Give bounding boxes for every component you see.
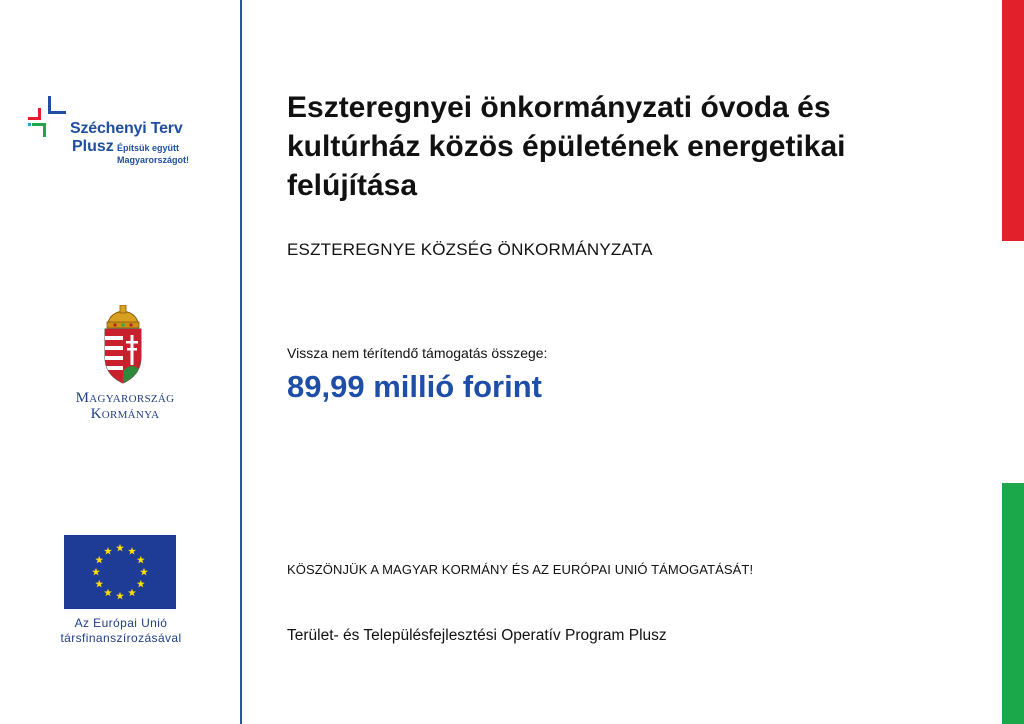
coat-of-arms-icon	[98, 305, 148, 385]
szechenyi-cross-icon	[28, 96, 72, 140]
eu-stars-icon	[64, 535, 176, 609]
eu-flag-icon	[64, 535, 176, 609]
eu-star-icon	[95, 580, 103, 588]
eu-star-icon	[95, 556, 103, 564]
program-name: Terület- és Településfejlesztési Operatív Program Plusz	[287, 627, 667, 644]
support-amount-value: 89,99 millió forint	[287, 369, 542, 404]
szechenyi-slogan: Építsük együtt Magyarországot!	[117, 143, 190, 165]
eu-star-icon	[140, 568, 148, 576]
eu-text-line1: Az Európai Unió	[74, 616, 168, 630]
government-name-line1: Magyarország	[75, 390, 175, 406]
szechenyi-title: Széchenyi Terv	[70, 120, 183, 137]
eu-star-icon	[104, 589, 112, 597]
szechenyi-terv-logo	[28, 96, 228, 176]
eu-star-icon	[92, 568, 100, 576]
support-amount-label: Vissza nem térítendő támogatás összege:	[287, 345, 548, 361]
szechenyi-plus: Plusz	[72, 138, 114, 155]
government-name	[50, 390, 200, 422]
flag-stripe-green	[1002, 483, 1024, 724]
magyarorszag-kormanya-logo	[50, 305, 200, 425]
eu-star-icon	[116, 544, 124, 552]
thanks-text: KÖSZÖNJÜK A MAGYAR KORMÁNY ÉS AZ EURÓPAI UNIÓ TÁMOGATÁSÁT!	[287, 562, 754, 577]
eu-star-icon	[104, 547, 112, 555]
eu-logo	[56, 535, 196, 645]
vertical-divider	[240, 0, 242, 724]
eu-cofinancing-text	[56, 616, 186, 646]
eu-star-icon	[128, 589, 136, 597]
eu-star-icon	[137, 556, 145, 564]
project-title: Eszteregnyei önkormányzati óvoda és kultúrház közös épületének energetikai felújítása	[287, 91, 846, 202]
eu-text-line2: társfinanszírozásával	[60, 631, 182, 645]
eu-star-icon	[116, 592, 124, 600]
logo-column	[0, 0, 240, 724]
eu-star-icon	[128, 547, 136, 555]
beneficiary-name: ESZTEREGNYE KÖZSÉG ÖNKORMÁNYZATA	[287, 240, 653, 259]
flag-stripe-red	[1002, 0, 1024, 241]
government-name-line2: Kormánya	[90, 406, 160, 422]
eu-star-icon	[137, 580, 145, 588]
